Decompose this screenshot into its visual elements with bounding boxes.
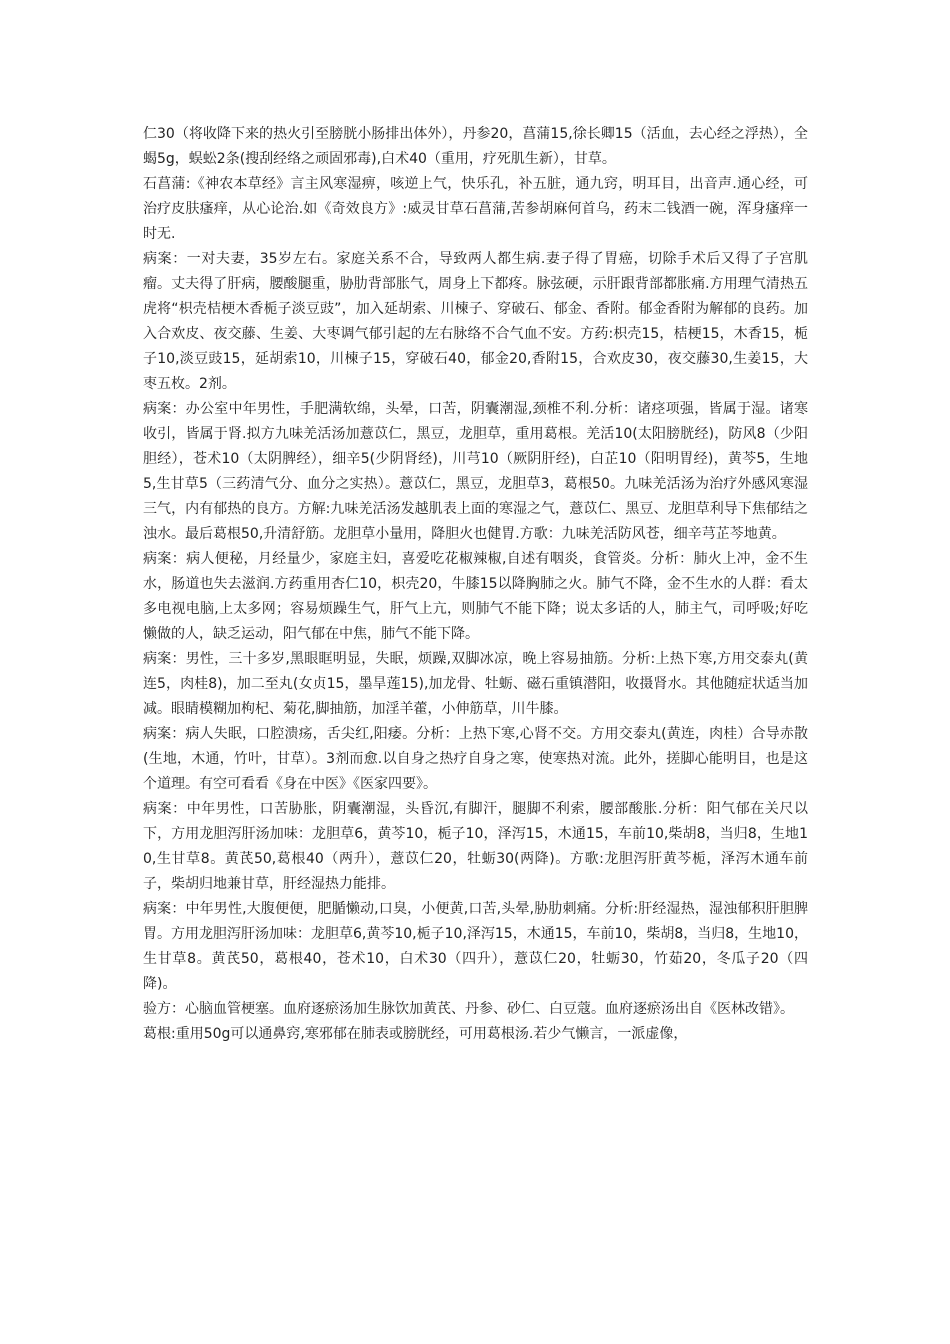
paragraph-case-damp-heat-1: 病案：中年男性，口苦胁胀，阴囊潮湿，头昏沉,有脚汗，腿脚不利索，腰部酸胀.分析：阳气郁在关尺以下，方用龙胆泻肝汤加味：龙胆草6，黄芩10，栀子10，泽泻15，木通15，车前10,柴胡8，当归8，生地10,生甘草8。黄芪50,葛根40（两升），薏苡仁20，牡蛎30(两降)。方歌:龙胆泻肝黄芩栀，泽泻木通车前子，柴胡归地兼甘草，肝经湿热力能排。 (143, 801, 808, 892)
document-body (143, 122, 808, 1047)
paragraph-gegen: 葛根:重用50g可以通鼻窍,寒邪郁在肺表或膀胱经，可用葛根汤.若少气懒言，一派虚像， (143, 1026, 688, 1042)
paragraph-case-damp-heat-2: 病案：中年男性,大腹便便，肥腯懒动,口臭，小便黄,口苦,头晕,胁肋刺痛。分析:肝经湿热，湿浊郁积肝胆脾胃。方用龙胆泻肝汤加味：龙胆草6,黄芩10,栀子10,泽泻15，木通15，车前10，柴胡8，当归8，生地10，生甘草8。黄芪50，葛根40，苍术10，白术30（四升），薏苡仁20，牡蛎30，竹茹20，冬瓜子20（四降)。 (143, 901, 808, 992)
paragraph-case-office-man: 病案：办公室中年男性，手肥满软绵，头晕，口苦，阴囊潮湿,颈椎不利.分析：诸痉项强，皆属于湿。诸寒收引，皆属于肾.拟方九味羌活汤加薏苡仁，黑豆，龙胆草，重用葛根。羌活10(太阳膀胱经)，防风8（少阳胆经），苍术10（太阴脾经），细辛5(少阴肾经)，川芎10（厥阴肝经)，白芷10（阳明胃经)，黄芩5，生地5,生甘草5（三药清气分、血分之实热）。薏苡仁，黑豆，龙胆草3，葛根50。九味羌活汤为治疗外感风寒湿三气，内有郁热的良方。方解:九味羌活汤发越肌表上面的寒湿之气，薏苡仁、黑豆、龙胆草利导下焦郁结之浊水。最后葛根50,升清舒筋。龙胆草小量用，降胆火也健胃.方歌：九味羌活防风苍，细辛芎芷芩地黄。 (143, 401, 808, 542)
paragraph-case-constipation: 病案：病人便秘，月经量少，家庭主妇，喜爱吃花椒辣椒,自述有咽炎，食管炎。分析：肺火上冲，金不生水，肠道也失去滋润.方药重用杏仁10，枳壳20，牛膝15以降胸肺之火。肺气不降，金不生水的人群：看太多电视电脑,上太多网；容易烦躁生气，肝气上亢，则肺气不能下降；说太多话的人，肺主气，司呼吸;好吃懒做的人，缺乏运动，阳气郁在中焦，肺气不能下降。 (143, 551, 808, 642)
paragraph-shichangpu: 石菖蒲:《神农本草经》言主风寒湿痹，咳逆上气，快乐孔，补五脏，通九窍，明耳目，出音声.通心经，可治疗皮肤瘙痒，从心论治.如《奇效良方》:威灵甘草石菖蒲,苦参胡麻何首乌，药末二钱酒一碗，浑身瘙痒一时无. (143, 176, 808, 242)
paragraph-case-couple: 病案：一对夫妻，35岁左右。家庭关系不合，导致两人都生病.妻子得了胃癌，切除手术后又得了子宫肌瘤。丈夫得了肝病，腰酸腿重，胁肋背部胀气，周身上下都疼。脉弦硬，示肝跟背部都胀痛.方用理气清热五虎将“枳壳桔梗木香栀子淡豆豉”，加入延胡索、川楝子、穿破石、郁金、香附。郁金香附为解郁的良药。加入合欢皮、夜交藤、生姜、大枣调气郁引起的左右脉络不合气血不安。方药:枳壳15，桔梗15，木香15，栀子10,淡豆豉15，延胡索10，川楝子15，穿破石40，郁金20,香附15，合欢皮30，夜交藤30,生姜15，大枣五枚。2剂。 (143, 251, 808, 392)
paragraph-proven-recipe: 验方：心脑血管梗塞。血府逐瘀汤加生脉饮加黄芪、丹参、砂仁、白豆蔻。血府逐瘀汤出自《医林改错》。 (143, 1001, 794, 1017)
paragraph-case-insomnia-cold-feet: 病案：男性，三十多岁,黑眼眶明显，失眠，烦躁,双脚冰凉，晚上容易抽筋。分析:上热下寒,方用交泰丸(黄连5，肉桂8)，加二至丸(女贞15，墨旱莲15),加龙骨、牡蛎、磁石重镇潜阳，收摄肾水。其他随症状适当加减。眼睛模糊加枸杞、菊花,脚抽筋，加淫羊藿，小伸筋草，川牛膝。 (143, 651, 808, 717)
paragraph-formula-continuation: 仁30（将收降下来的热火引至膀胱小肠排出体外），丹参20，菖蒲15,徐长卿15（活血，去心经之浮热），全蝎5g，蜈蚣2条(搜刮经络之顽固邪毒),白术40（重用，疗死肌生新），甘草。 (143, 126, 808, 167)
paragraph-case-mouth-ulcer: 病案：病人失眠，口腔溃疡，舌尖红,阳痿。分析：上热下寒,心肾不交。方用交泰丸(黄连，肉桂）合导赤散(生地，木通，竹叶，甘草）。3剂而愈.以自身之热疗自身之寒，使寒热对流。此外，搓脚心能明目，也是这个道理。有空可看看《身在中医》《医家四要》。 (143, 726, 808, 792)
